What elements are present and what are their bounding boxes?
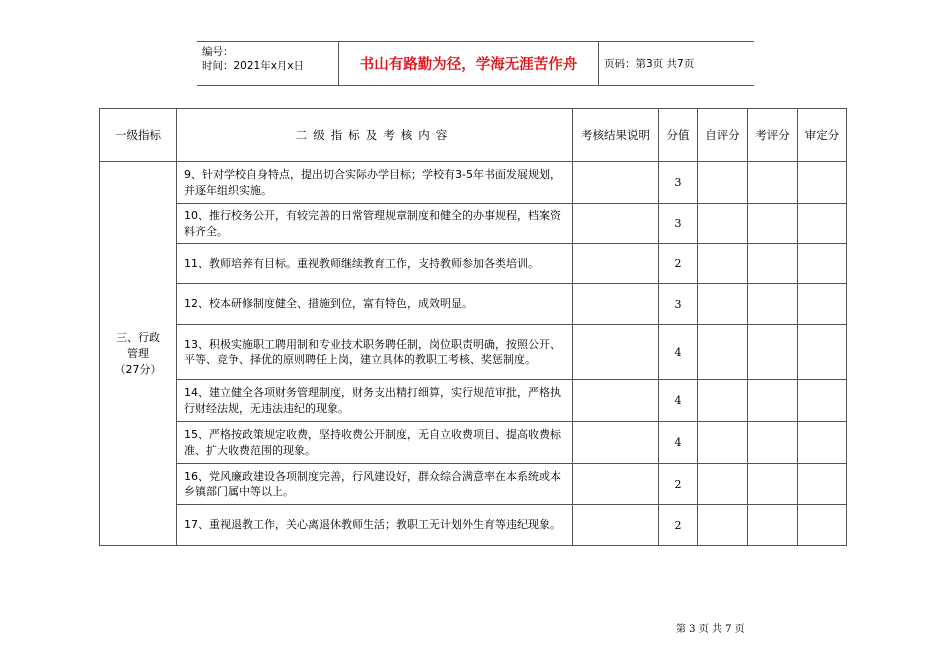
- eval-cell[interactable]: [748, 162, 798, 204]
- result-note-cell[interactable]: [573, 162, 659, 204]
- table-header-row: [100, 109, 847, 162]
- criterion-content: 16、党风廉政建设各项制度完善，行风建设好，群众综合满意率在本系统或本乡镇部门属中等以上。: [177, 464, 573, 505]
- audit-cell[interactable]: [798, 244, 847, 284]
- result-note-cell[interactable]: [573, 284, 659, 325]
- eval-cell[interactable]: [748, 464, 798, 505]
- audit-cell[interactable]: [798, 380, 847, 422]
- audit-cell[interactable]: [798, 162, 847, 204]
- table-row: [100, 284, 847, 325]
- criterion-content: 15、严格按政策规定收费，坚持收费公开制度，无自立收费项目、提高收费标准、扩大收费范围的现象。: [177, 422, 573, 464]
- category-name: 三、行政管理: [116, 330, 160, 360]
- self-eval-cell[interactable]: [698, 505, 748, 546]
- table-row: [100, 162, 847, 204]
- score-cell: 2: [659, 244, 698, 284]
- self-eval-cell[interactable]: [698, 380, 748, 422]
- self-eval-cell[interactable]: [698, 244, 748, 284]
- score-cell: 3: [659, 204, 698, 244]
- number-label: 编号：: [202, 46, 234, 58]
- document-header: [197, 41, 754, 86]
- result-note-cell[interactable]: [573, 422, 659, 464]
- score-cell: 4: [659, 325, 698, 380]
- result-note-cell[interactable]: [573, 204, 659, 244]
- audit-cell[interactable]: [798, 284, 847, 325]
- result-note-cell[interactable]: [573, 244, 659, 284]
- header-result-note: 考核结果说明: [573, 109, 659, 162]
- result-note-cell[interactable]: [573, 325, 659, 380]
- eval-cell[interactable]: [748, 244, 798, 284]
- criterion-content: 10、推行校务公开，有较完善的日常管理规章制度和健全的办事规程，档案资料齐全。: [177, 204, 573, 244]
- table-row: [100, 464, 847, 505]
- header-level1: 一级指标: [100, 109, 177, 162]
- evaluation-table: [99, 108, 847, 546]
- criterion-content: 11、教师培养有目标。重视教师继续教育工作，支持教师参加各类培训。: [177, 244, 573, 284]
- score-cell: 2: [659, 464, 698, 505]
- self-eval-cell[interactable]: [698, 204, 748, 244]
- result-note-cell[interactable]: [573, 505, 659, 546]
- motto-text: 书山有路勤为径，学海无涯苦作舟: [359, 57, 578, 73]
- criterion-content: 13、积极实施职工聘用制和专业技术职务聘任制，岗位职责明确，按照公开、平等、竞争、择优的原则聘任上岗，建立具体的教职工考核、奖惩制度。: [177, 325, 573, 380]
- result-note-cell[interactable]: [573, 464, 659, 505]
- table-row: [100, 380, 847, 422]
- table-row: [100, 204, 847, 244]
- score-cell: 4: [659, 422, 698, 464]
- category-points: （27分）: [114, 362, 162, 376]
- self-eval-cell[interactable]: [698, 284, 748, 325]
- eval-cell[interactable]: [748, 505, 798, 546]
- self-eval-cell[interactable]: [698, 162, 748, 204]
- criterion-content: 9、针对学校自身特点，提出切合实际办学目标；学校有3-5年书面发展规划，并逐年组织实施。: [177, 162, 573, 204]
- header-self-eval: 自评分: [698, 109, 748, 162]
- audit-cell[interactable]: [798, 505, 847, 546]
- audit-cell[interactable]: [798, 204, 847, 244]
- criterion-content: 12、校本研修制度健全、措施到位，富有特色，成效明显。: [177, 284, 573, 325]
- eval-cell[interactable]: [748, 284, 798, 325]
- table-body: [100, 162, 847, 546]
- score-cell: 4: [659, 380, 698, 422]
- table-row: [100, 505, 847, 546]
- header-eval: 考评分: [748, 109, 798, 162]
- eval-cell[interactable]: [748, 422, 798, 464]
- category-cell: [100, 162, 177, 546]
- motto-box: [338, 42, 599, 85]
- self-eval-cell[interactable]: [698, 325, 748, 380]
- criterion-content: 17、重视退教工作，关心离退休教师生活；教职工无计划外生育等违纪现象。: [177, 505, 573, 546]
- header-audit: 审定分: [798, 109, 847, 162]
- audit-cell[interactable]: [798, 422, 847, 464]
- page-footer: 第 3 页 共 7 页: [676, 624, 745, 635]
- score-cell: 2: [659, 505, 698, 546]
- header-content: 二级指标及考核内容: [177, 109, 573, 162]
- self-eval-cell[interactable]: [698, 422, 748, 464]
- eval-cell[interactable]: [748, 380, 798, 422]
- time-label: 时间：2021年x月x日: [202, 60, 305, 72]
- header-score: 分值: [659, 109, 698, 162]
- header-meta: [197, 42, 338, 85]
- table-row: [100, 325, 847, 380]
- table-row: [100, 244, 847, 284]
- audit-cell[interactable]: [798, 325, 847, 380]
- audit-cell[interactable]: [798, 464, 847, 505]
- score-cell: 3: [659, 284, 698, 325]
- page-info: 页码：第3页 共7页: [604, 58, 695, 70]
- eval-cell[interactable]: [748, 325, 798, 380]
- self-eval-cell[interactable]: [698, 464, 748, 505]
- table-row: [100, 422, 847, 464]
- eval-cell[interactable]: [748, 204, 798, 244]
- score-cell: 3: [659, 162, 698, 204]
- criterion-content: 14、建立健全各项财务管理制度，财务支出精打细算，实行规范审批，严格执行财经法规，无违法违纪的现象。: [177, 380, 573, 422]
- result-note-cell[interactable]: [573, 380, 659, 422]
